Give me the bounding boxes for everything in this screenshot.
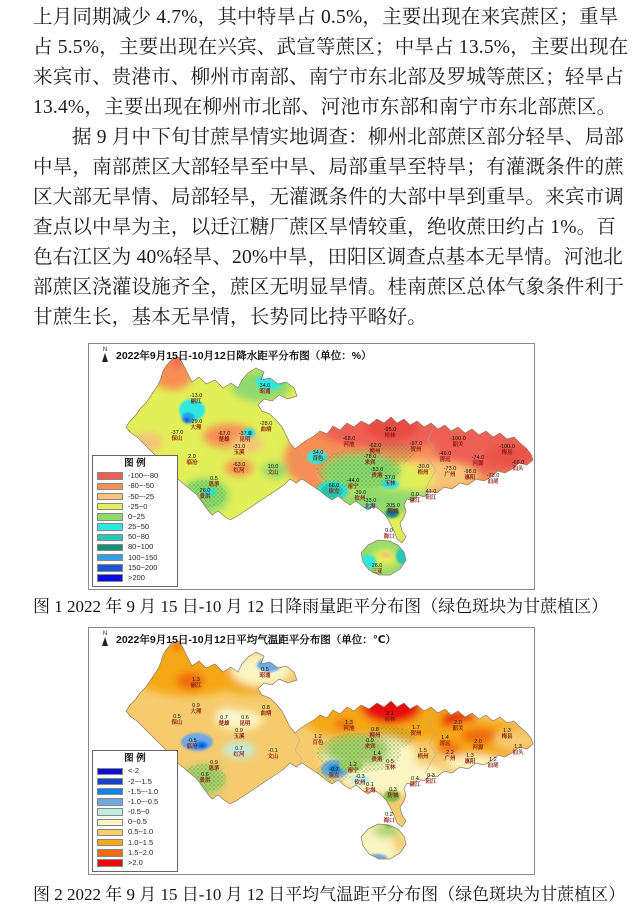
body-text-line: 部蔗区浇灌设施齐全，蔗区无明显旱情。桂南蔗区总体气象条件利于 — [33, 277, 625, 298]
station-value: -63.0 — [232, 462, 246, 469]
station-name: 钦州 — [354, 780, 366, 786]
station-value: -0.3 — [355, 774, 365, 781]
legend-label: 1.5~2.0 — [128, 847, 154, 857]
station-name: 来宾 — [364, 744, 376, 750]
station-name: 崇左 — [328, 773, 340, 779]
legend-label: -100~-80 — [128, 471, 159, 481]
station-name: 景洪 — [199, 494, 211, 500]
legend-row — [97, 493, 173, 501]
legend-label: -25~0 — [128, 501, 148, 511]
body-text-line: 区大部无旱情、局部轻旱，无灌溉条件的大部中旱到重旱。来宾市调 — [33, 187, 625, 208]
station-name: 楚雄 — [218, 721, 230, 727]
station-name: 红河 — [233, 468, 245, 474]
legend-row — [97, 859, 173, 867]
station-value: 0.8 — [371, 727, 379, 734]
figure1-legend-rows — [97, 472, 173, 582]
legend-label: 50~80 — [128, 532, 150, 542]
legend-swatch — [97, 523, 123, 531]
station-value: 2.2 — [446, 750, 454, 757]
body-text-line: 中旱，南部蔗区大部轻旱至中旱、局部重旱至特旱；有灌溉条件的蔗 — [33, 157, 625, 178]
legend-label: 100~150 — [128, 552, 158, 562]
station-name: 梅县 — [501, 734, 513, 740]
legend-swatch — [97, 778, 123, 786]
station-name: 桂林 — [384, 433, 396, 439]
station-value: 0.9 — [235, 728, 243, 735]
legend-row — [97, 482, 173, 490]
legend-swatch — [97, 564, 123, 572]
body-text-line: 来宾市、贵港市、柳州市南部、南宁市东北部及罗城等蔗区；轻旱占 — [33, 67, 625, 88]
legend-row — [97, 788, 173, 796]
station-name: 三亚 — [371, 569, 383, 575]
station-name: 湛江 — [409, 782, 421, 788]
body-text-line: 甘蔗生长，基本无旱情，长势同比持平略好。 — [33, 307, 428, 328]
station-name: 阳江 — [425, 779, 437, 785]
station-value: 0.0 — [411, 492, 419, 499]
station-value: 0.9 — [210, 760, 218, 767]
station-value: -29.0 — [189, 419, 203, 426]
station-value: 1.3 — [192, 677, 200, 684]
station-value: -66.0 — [511, 460, 525, 467]
legend-row — [97, 543, 173, 551]
legend-label: 1.0~1.5 — [128, 837, 154, 847]
station-value: 2.0 — [454, 720, 462, 727]
legend-label: -2~-1.5 — [128, 776, 152, 786]
station-name: 贺州 — [410, 731, 422, 737]
legend-row — [97, 513, 173, 521]
legend-swatch — [97, 574, 123, 582]
station-name: 广州 — [444, 756, 456, 762]
station-value: -62.0 — [368, 443, 382, 450]
station-value: 0.9 — [192, 703, 200, 710]
station-name: 曲靖 — [260, 711, 272, 717]
station-name: 防城 — [387, 793, 399, 799]
station-name: 柳州 — [369, 449, 381, 455]
station-value: 34.0 — [312, 450, 324, 457]
legend-row — [97, 564, 173, 572]
station-value: 0.2 — [385, 812, 393, 819]
figure2-legend-rows — [97, 767, 173, 867]
station-name: 韶关 — [452, 442, 464, 448]
figure1-legend-title: 图 例 — [124, 457, 146, 469]
station-name: 贵港 — [371, 757, 383, 763]
station-value: -73.0 — [443, 466, 457, 473]
legend-label: 25~50 — [128, 522, 150, 532]
north-arrow-label: N — [102, 347, 108, 353]
station-name: 文山 — [267, 470, 279, 476]
station-name: 惠阳 — [464, 759, 476, 765]
station-name: 玉溪 — [233, 734, 245, 740]
station-value: -30.0 — [416, 464, 430, 471]
legend-label: 0~0.5 — [128, 817, 147, 827]
station-value: -53.0 — [370, 467, 384, 474]
figure2-map-title: 2022年9月15日-10月12日平均气温距平分布图（单位：℃） — [116, 634, 396, 646]
figure1-map-title: 2022年9月15日-10月12日降水距平分布图（单位：%） — [116, 350, 372, 362]
station-value: 0.5 — [173, 714, 181, 721]
station-name: 钦州 — [354, 496, 366, 502]
legend-swatch — [97, 554, 123, 562]
station-name: 清远 — [439, 457, 451, 463]
station-name: 大理 — [190, 425, 202, 431]
legend-swatch — [97, 788, 123, 796]
legend-swatch — [97, 798, 123, 806]
north-arrow — [99, 631, 111, 646]
station-name: 昆明 — [239, 437, 251, 443]
legend-label: 150~200 — [128, 562, 158, 572]
station-name: 阳江 — [425, 495, 437, 501]
station-value: 1.3 — [466, 753, 474, 760]
station-value: -67.0 — [217, 431, 231, 438]
station-name: 临沧 — [186, 460, 198, 466]
station-value: -100.0 — [499, 444, 515, 451]
figure2-caption: 图 2 2022 年 9 月 15 日-10 月 12 日平均气温距平分布图（绿色斑块为甘蔗植区） — [33, 885, 626, 904]
station-value: 1.4 — [441, 735, 449, 742]
station-value: 1.4 — [373, 751, 381, 758]
legend-label: 0~25 — [128, 511, 145, 521]
station-value: -0.1 — [268, 748, 278, 755]
figure2-map — [88, 627, 535, 875]
station-name: 梅县 — [501, 450, 513, 456]
station-value: 0.7 — [235, 746, 243, 753]
station-value: -74.0 — [471, 455, 485, 462]
legend-swatch — [97, 839, 123, 847]
station-name: 北海 — [364, 504, 376, 510]
legend-swatch — [97, 768, 123, 776]
legend-label: 0.5~1.0 — [128, 827, 154, 837]
station-value: 2.0 — [188, 454, 196, 461]
station-value: -13.0 — [189, 393, 203, 400]
legend-label: >200 — [128, 573, 145, 582]
station-name: 来宾 — [364, 460, 376, 466]
station-value: -33.0 — [363, 498, 377, 505]
station-value: 0.5 — [210, 476, 218, 483]
station-name: 保山 — [171, 720, 183, 726]
figure1-legend — [92, 455, 178, 587]
legend-swatch — [97, 503, 123, 511]
station-value: 205.0 — [386, 503, 400, 510]
station-value: 1.7 — [412, 725, 420, 732]
station-name: 河源 — [472, 745, 484, 751]
station-value: 1.2 — [489, 757, 497, 764]
legend-label: -0.5~0 — [128, 807, 150, 817]
body-text — [33, 3, 629, 333]
station-value: -100.0 — [450, 436, 466, 443]
station-name: 思茅 — [208, 482, 220, 488]
legend-swatch — [97, 819, 123, 827]
legend-swatch — [97, 829, 123, 837]
station-name: 南宁 — [347, 768, 359, 774]
station-name: 广州 — [444, 472, 456, 478]
station-name: 海口 — [383, 534, 395, 540]
station-value: 0.9 — [366, 738, 374, 745]
legend-swatch — [97, 493, 123, 501]
station-name: 大理 — [190, 709, 202, 715]
station-name: 临沧 — [186, 744, 198, 750]
station-name: 百色 — [312, 740, 324, 746]
station-name: 昭通 — [259, 389, 271, 395]
station-name: 清远 — [439, 741, 451, 747]
station-value: 41.0 — [425, 489, 437, 496]
station-value: -98.0 — [463, 469, 477, 476]
legend-label: <-2 — [128, 766, 140, 776]
station-value: 1.5 — [419, 748, 427, 755]
station-name: 惠阳 — [464, 475, 476, 481]
station-value: 0.0 — [385, 528, 393, 535]
north-arrow-icon — [102, 637, 108, 646]
legend-label: 80~100 — [128, 542, 154, 552]
station-name: 梧州 — [417, 754, 429, 760]
station-name: 思茅 — [208, 766, 220, 772]
legend-swatch — [97, 859, 123, 867]
body-text-line: 色右江区为 40%轻旱、20%中旱，田阳区调查点基本无旱情。河池北 — [33, 247, 623, 268]
legend-row — [97, 828, 173, 836]
station-name: 玉溪 — [233, 450, 245, 456]
station-name: 崇左 — [328, 489, 340, 495]
body-text-line: 查点以中旱为主，以迁江糖厂蔗区旱情较重，绝收蔗田约占 1%。百 — [33, 217, 617, 238]
legend-swatch — [97, 544, 123, 552]
station-name: 汕尾 — [487, 763, 499, 769]
legend-label: -50~-25 — [128, 491, 155, 501]
figure1-map — [88, 343, 535, 590]
station-value: 0.5 — [386, 759, 394, 766]
station-name: 南宁 — [347, 484, 359, 490]
station-name: 河源 — [472, 461, 484, 467]
station-value: 2.1 — [386, 711, 394, 718]
legend-swatch — [97, 534, 123, 542]
station-value: 1.2 — [314, 734, 322, 741]
station-name: 文山 — [267, 754, 279, 760]
station-value: 0.4 — [411, 776, 419, 783]
station-name: 贺州 — [410, 447, 422, 453]
legend-swatch — [97, 849, 123, 857]
legend-label: -1.0~-0.5 — [128, 796, 159, 806]
station-name: 昆明 — [239, 721, 251, 727]
station-name: 红河 — [233, 752, 245, 758]
legend-row — [97, 818, 173, 826]
body-text-line: 占 5.5%，主要出现在兴宾、武宣等蔗区；中旱占 13.5%，主要出现在 — [33, 37, 629, 58]
figure2-legend-title: 图 例 — [124, 753, 146, 765]
station-value: 0.3 — [427, 773, 435, 780]
legend-row — [97, 839, 173, 847]
station-value: -31.0 — [232, 444, 246, 451]
station-name: 贵港 — [371, 473, 383, 479]
legend-row — [97, 849, 173, 857]
station-name: 玉林 — [384, 765, 396, 771]
station-value: 2.0 — [474, 739, 482, 746]
station-name: 梧州 — [417, 470, 429, 476]
legend-row — [97, 523, 173, 531]
legend-row — [97, 778, 173, 786]
station-name: 百色 — [312, 456, 324, 462]
station-value: -0.5 — [187, 738, 197, 745]
station-value: 1.3 — [514, 744, 522, 751]
north-arrow — [99, 347, 111, 362]
station-value: 1.3 — [503, 728, 511, 735]
legend-row — [97, 808, 173, 816]
station-name: 海口 — [383, 818, 395, 824]
station-value: 34.0 — [259, 383, 271, 390]
station-value: 0.5 — [261, 667, 269, 674]
station-value: 10.0 — [267, 464, 279, 471]
station-value: 26.0 — [371, 563, 383, 570]
legend-label: -80~-50 — [128, 481, 155, 491]
station-name: 丽江 — [190, 683, 202, 689]
station-name: 河池 — [343, 726, 355, 732]
station-name: 防城 — [387, 509, 399, 515]
station-name: 柳州 — [369, 733, 381, 739]
station-value: 0.8 — [262, 705, 270, 712]
figure2-legend — [92, 750, 178, 872]
legend-swatch — [97, 808, 123, 816]
station-value: -0.7 — [329, 767, 339, 774]
legend-row — [97, 798, 173, 806]
body-text-line: 13.4%，主要出现在柳州市北部、河池市东部和南宁市东北部蔗区。 — [33, 97, 617, 118]
station-name: 桂林 — [384, 717, 396, 723]
legend-row — [97, 533, 173, 541]
station-name: 丽江 — [190, 399, 202, 405]
legend-label: >2.0 — [128, 858, 143, 867]
station-value: 1.2 — [349, 762, 357, 769]
station-name: 汕头 — [512, 750, 524, 756]
legend-row — [97, 472, 173, 480]
station-name: 北海 — [364, 788, 376, 794]
legend-label: -1.5~-1.0 — [128, 786, 159, 796]
station-value: -68.0 — [342, 436, 356, 443]
body-text-line: 据 9 月中下旬甘蔗旱情实地调查：柳州北部蔗区部分轻旱、局部 — [72, 127, 625, 148]
north-arrow-label: N — [102, 631, 108, 637]
legend-row — [97, 767, 173, 775]
legend-swatch — [97, 472, 123, 480]
station-name: 楚雄 — [218, 437, 230, 443]
legend-swatch — [97, 483, 123, 491]
figure1-caption: 图 1 2022 年 9 月 15 日-10 月 12 日降雨量距平分布图（绿色斑块为甘蔗植区） — [33, 597, 609, 616]
station-value: -73.0 — [486, 473, 500, 480]
station-name: 河池 — [343, 442, 355, 448]
station-name: 曲靖 — [260, 427, 272, 433]
station-value: 0.6 — [241, 715, 249, 722]
station-value: 0.1 — [366, 782, 374, 789]
station-name: 汕头 — [512, 466, 524, 472]
station-value: 37.0 — [384, 475, 396, 482]
station-value: -46.0 — [438, 451, 452, 458]
station-name: 昭通 — [259, 673, 271, 679]
station-value: -78.0 — [363, 454, 377, 461]
station-value: 66.0 — [328, 483, 340, 490]
station-value: -28.0 — [259, 421, 273, 428]
station-value: 0.7 — [220, 715, 228, 722]
station-value: -95.0 — [383, 427, 397, 434]
body-text-line: 上月同期减少 4.7%，其中特旱占 0.5%，主要出现在来宾蔗区；重旱 — [33, 7, 619, 28]
legend-row — [97, 554, 173, 562]
north-arrow-icon — [102, 353, 108, 362]
station-value: -44.0 — [346, 478, 360, 485]
station-value: 26.0 — [199, 488, 211, 495]
legend-row — [97, 503, 173, 511]
station-value: -37.0 — [170, 430, 184, 437]
station-value: -39.0 — [353, 490, 367, 497]
station-name: 保山 — [171, 436, 183, 442]
station-name: 湛江 — [409, 498, 421, 504]
station-value: 1.3 — [345, 720, 353, 727]
station-name: 玉林 — [384, 481, 396, 487]
station-name: 景洪 — [199, 778, 211, 784]
station-name: 汕尾 — [487, 479, 499, 485]
station-value: -37.0 — [238, 431, 252, 438]
station-value: -97.0 — [409, 441, 423, 448]
legend-swatch — [97, 513, 123, 521]
station-name: 韶关 — [452, 726, 464, 732]
station-value: 0.6 — [201, 772, 209, 779]
station-value: 0.3 — [389, 787, 397, 794]
legend-row — [97, 574, 173, 582]
